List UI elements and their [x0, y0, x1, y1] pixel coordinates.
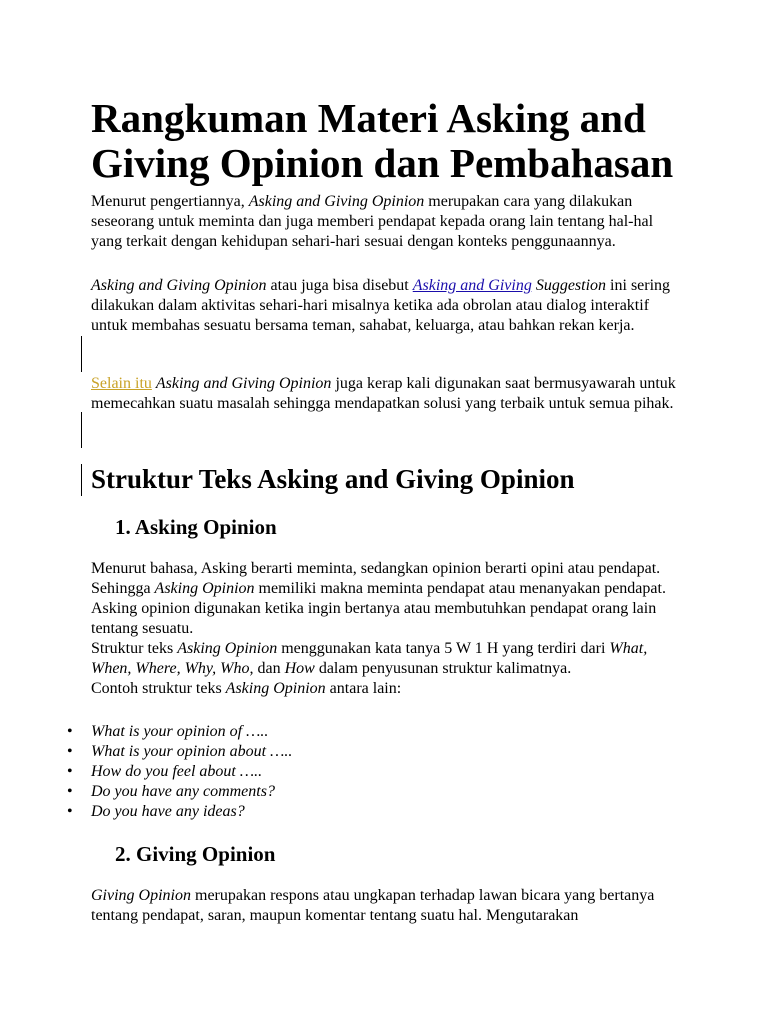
margin-marker: [81, 464, 82, 496]
asking-opinion-paragraph: Menurut bahasa, Asking berarti meminta, sedangkan opinion berarti opini atau pendapat. Sehingga Asking Opinion memiliki makna meminta pendapat atau menanyakan pendapat. Asking opinion digunakan ketika ingin bertanya atau membutuhkan pendapat orang lain tentang sesuatu. Struktur teks Asking Opinion menggunakan kata tanya 5 W 1 H yang terdiri dari What, When, Where, Why, Who, dan How dalam penyusunan struktur kalimatnya. Contoh struktur teks Asking Opinion antara lain:: [91, 560, 666, 697]
selain-itu-link[interactable]: Selain itu: [91, 375, 152, 392]
margin-marker: [81, 336, 82, 372]
intro-paragraph-1: Menurut pengertiannya, Asking and Giving Opinion merupakan cara yang dilakukan seseorang untuk meminta dan juga memberi pendapat kepada orang lain tentang hal-hal yang terkait dengan kehidupan sehari-hari sesuai dengan konteks penggunaannya.: [91, 193, 654, 250]
giving-opinion-paragraph: Giving Opinion merupakan respons atau ungkapan terhadap lawan bicara yang bertanya tentang pendapat, saran, maupun komentar tentang suatu hal. Mengutarakan: [91, 887, 655, 924]
asking-giving-link[interactable]: Asking and Giving: [412, 277, 532, 294]
asking-examples-list: [91, 722, 292, 822]
page-title: Rangkuman Materi Asking and Giving Opinion dan Pembahasan: [91, 95, 674, 186]
list-item: • Do you have any comments?: [91, 782, 292, 802]
list-item: • How do you feel about …..: [91, 762, 292, 782]
list-item: • What is your opinion about …..: [91, 742, 292, 762]
intro-paragraph-2: Asking and Giving Opinion atau juga bisa disebut Asking and Giving Suggestion ini sering dilakukan dalam aktivitas sehari-hari misalnya ketika ada obrolan atau dialog interaktif untuk membahas sesuatu bersama teman, sahabat, keluarga, atau bahkan rekan kerja.: [91, 277, 671, 334]
intro-paragraph-3: Selain itu Asking and Giving Opinion juga kerap kali digunakan saat bermusyawarah untuk memecahkan suatu masalah sehingga mendapatkan solusi yang terbaik untuk semua pihak.: [91, 375, 676, 412]
list-item: • Do you have any ideas?: [91, 802, 292, 822]
list-item: • What is your opinion of …..: [91, 722, 292, 742]
giving-opinion-heading: 2. Giving Opinion: [115, 842, 276, 866]
section-heading: Struktur Teks Asking and Giving Opinion: [91, 464, 575, 494]
asking-opinion-heading: 1. Asking Opinion: [115, 515, 277, 539]
margin-marker: [81, 412, 82, 448]
